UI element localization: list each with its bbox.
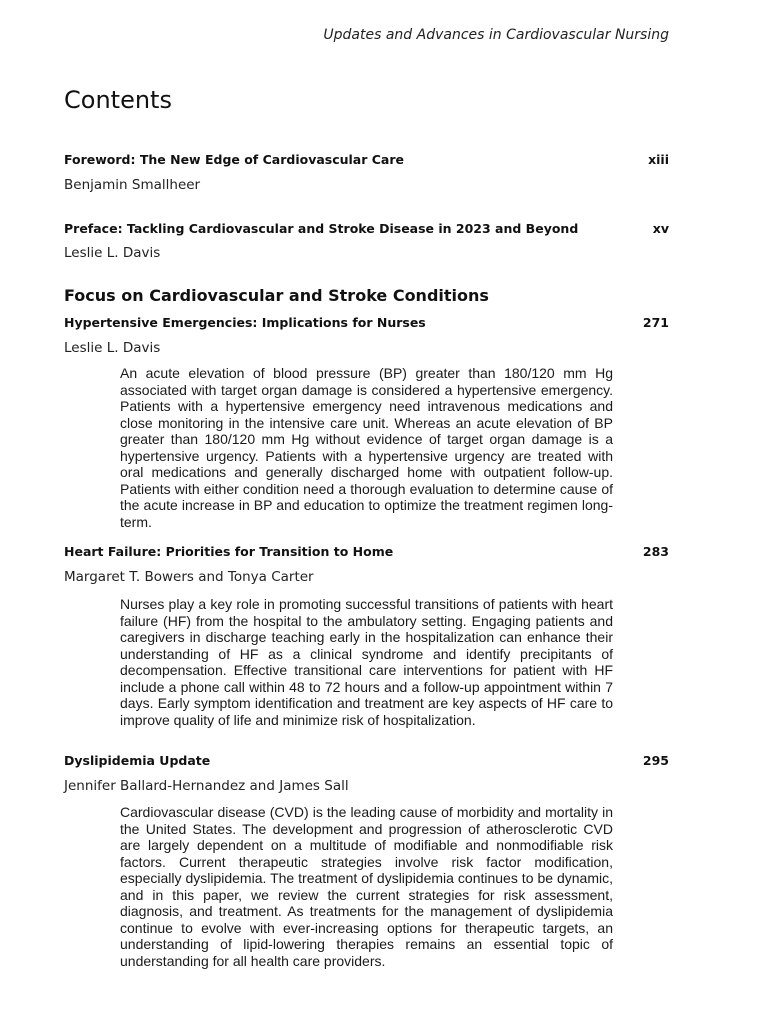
page-title: Contents bbox=[64, 86, 172, 114]
toc-entry-page[interactable]: xiii bbox=[648, 152, 669, 167]
toc-entry-author: Benjamin Smallheer bbox=[64, 177, 201, 193]
toc-entry-title[interactable]: Foreword: The New Edge of Cardiovascular Care bbox=[64, 152, 405, 167]
section-heading: Focus on Cardiovascular and Stroke Conditions bbox=[64, 286, 489, 305]
article-page[interactable]: 283 bbox=[642, 544, 669, 559]
article-title[interactable]: Hypertensive Emergencies: Implications for Nurses bbox=[64, 315, 426, 330]
article-page[interactable]: 295 bbox=[642, 753, 669, 768]
toc-entry-title[interactable]: Preface: Tackling Cardiovascular and Stroke Disease in 2023 and Beyond bbox=[64, 221, 579, 236]
article-title[interactable]: Dyslipidemia Update bbox=[64, 753, 211, 768]
article-authors: Leslie L. Davis bbox=[64, 340, 161, 356]
article-authors: Jennifer Ballard-Hernandez and James Sall bbox=[64, 778, 349, 794]
article-title[interactable]: Heart Failure: Priorities for Transition to Home bbox=[64, 544, 394, 559]
article-abstract: Cardiovascular disease (CVD) is the leading cause of morbidity and mortality in the United States. The development and progression of atherosclerotic CVD are largely dependent on a multitude of modifiable and nonmodifiable risk factors. Current therapeutic strategies involve risk factor modification, especially dyslipidemia. The treatment of dyslipidemia continues to be dynamic, and in this paper, we review the current strategies for risk assessment, diagnosis, and treatment. As treatments for the management of dyslipidemia continue to evolve with ever-increasing options for therapeutic targets, an understanding of lipid-lowering therapies remains an essential topic of understanding for all health care providers. bbox=[120, 804, 613, 969]
toc-entry-author: Leslie L. Davis bbox=[64, 245, 161, 261]
article-abstract: An acute elevation of blood pressure (BP) greater than 180/120 mm Hg associated with target organ damage is considered a hypertensive emergency. Patients with a hypertensive emergency need intravenous medications and close monitoring in the intensive care unit. Whereas an acute elevation of BP greater than 180/120 mm Hg without evidence of target organ damage is a hypertensive urgency. Patients with a hypertensive urgency are treated with oral medications and generally discharged home with outpatient follow-up. Patients with either condition need a thorough evaluation to determine cause of the acute increase in BP and education to optimize the treatment regimen long-term. bbox=[120, 365, 613, 530]
article-authors: Margaret T. Bowers and Tonya Carter bbox=[64, 569, 314, 585]
running-head: Updates and Advances in Cardiovascular Nursing bbox=[323, 27, 669, 43]
article-abstract: Nurses play a key role in promoting successful transitions of patients with heart failure (HF) from the hospital to the ambulatory setting. Engaging patients and caregivers in discharge teaching early in the hospitalization can enhance their understanding of HF as a clinical syndrome and identify precipitants of decompensation. Effective transitional care interventions for patient with HF include a phone call within 48 to 72 hours and a follow-up appointment within 7 days. Early symptom identification and treatment are key aspects of HF care to improve quality of life and minimize risk of hospitalization. bbox=[120, 596, 613, 728]
article-page[interactable]: 271 bbox=[642, 315, 669, 330]
toc-entry-page[interactable]: xv bbox=[652, 221, 669, 236]
